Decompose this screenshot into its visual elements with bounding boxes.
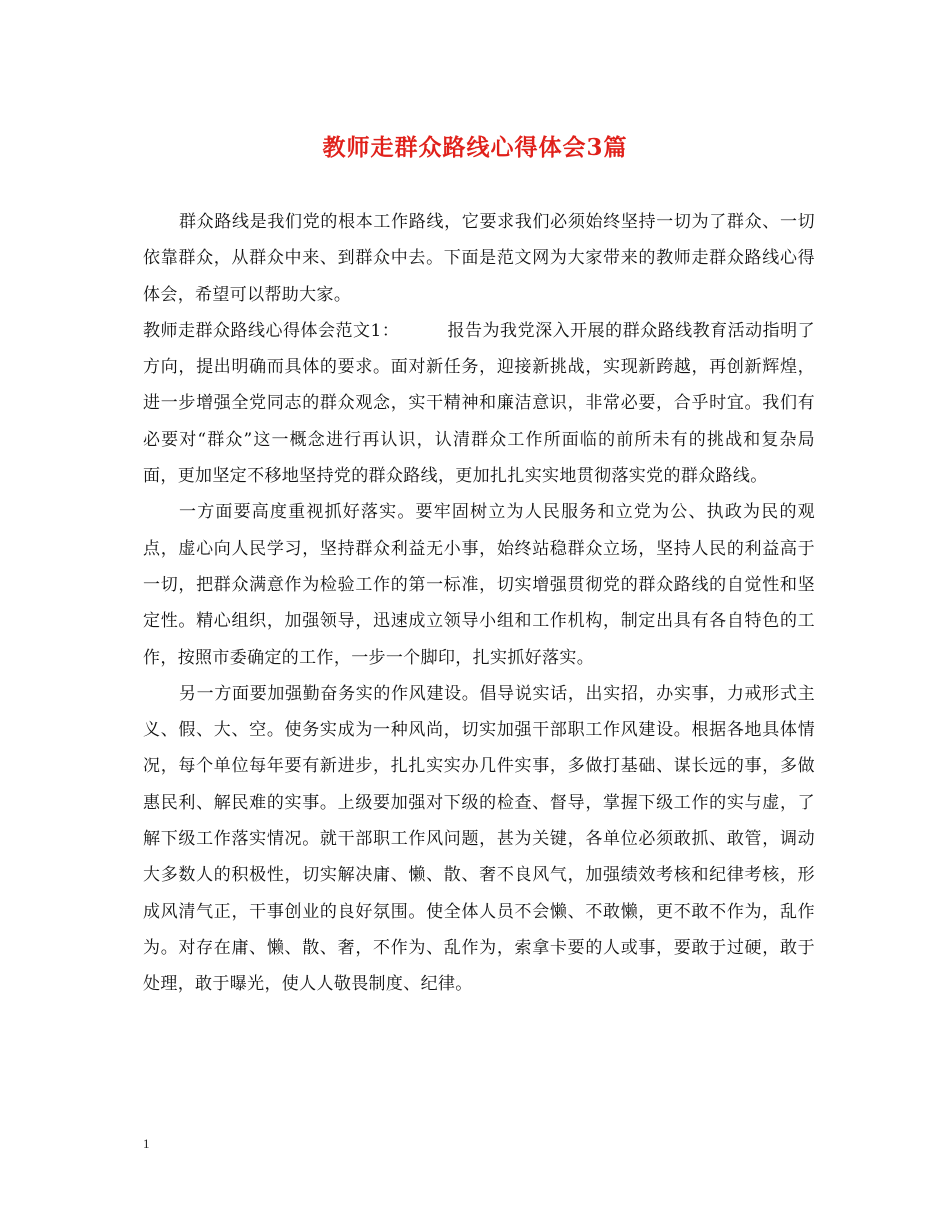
section-paragraph xyxy=(143,313,815,494)
intro-paragraph: 群众路线是我们党的根本工作路线，它要求我们必须始终坚持一切为了群众、一切依靠群众，从群众中来、到群众中去。下面是范文网为大家带来的教师走群众路线心得体会，希望可以帮助大家。 xyxy=(143,212,815,305)
section-lead-text: 报告为我党深入开展的群众路线教育活动指明了方向，提出明确而具体的要求。面对新任务，迎接新挑战，实现新跨越，再创新辉煌，进一步增强全党同志的群众观念，实干精神和廉洁意识，非常必要，合乎时宜。我们有必要对“群众”这一概念进行再认识，认清群众工作所面临的前所未有的挑战和复杂局面，更加坚定不移地坚持党的群众路线，更加扎扎实实地贯彻落实党的群众路线。 xyxy=(143,320,815,487)
document-title: 教师走群众路线心得体会3篇 xyxy=(322,134,628,161)
body-paragraph-2: 另一方面要加强勤奋务实的作风建设。倡导说实话，出实招，办实事，力戒形式主义、假、大、空。使务实成为一种风尚，切实加强干部职工作风建设。根据各地具体情况，每个单位每年要有新进步，扎扎实实办几件实事，多做打基础、谋长远的事，多做惠民利、解民难的实事。上级要加强对下级的检查、督导，掌握下级工作的实与虚，了解下级工作落实情况。就干部职工作风问题，甚为关键，各单位必须敢抓、敢管，调动大多数人的积极性，切实解决庸、懒、散、奢不良风气，加强绩效考核和纪律考核，形成风清气正，干事创业的良好氛围。使全体人员不会懒、不敢懒，更不敢不作为，乱作为。对存在庸、懒、散、奢，不作为、乱作为，索拿卡要的人或事，要敢于过硬，敢于处理，敢于曝光，使人人敬畏制度、纪律。 xyxy=(143,683,815,995)
document-body xyxy=(143,204,815,1003)
section-heading: 教师走群众路线心得体会范文1： xyxy=(143,320,400,341)
body-paragraph-1: 一方面要高度重视抓好落实。要牢固树立为人民服务和立党为公、执政为民的观点，虚心向人民学习，坚持群众利益无小事，始终站稳群众立场，坚持人民的利益高于一切，把群众满意作为检验工作的第一标准，切实增强贯彻党的群众路线的自觉性和坚定性。精心组织，加强领导，迅速成立领导小组和工作机构，制定出具有各自特色的工作，按照市委确定的工作，一步一个脚印，扎实抓好落实。 xyxy=(143,502,815,668)
page-number: 1 xyxy=(143,1136,150,1151)
